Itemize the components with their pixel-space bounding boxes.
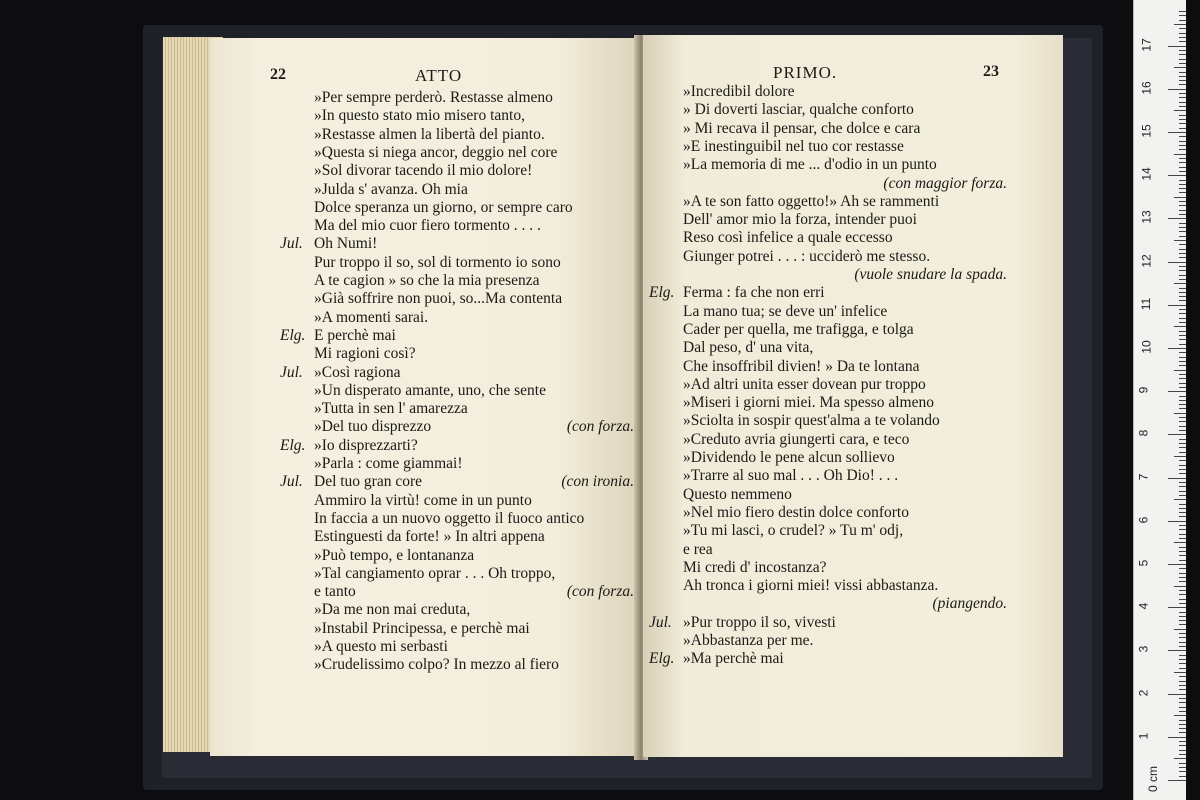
- verse-line: »Del tuo disprezzo: [314, 418, 432, 436]
- ruler-tick: [1179, 473, 1186, 474]
- ruler-tick: [1179, 443, 1186, 444]
- ruler-tick: [1179, 365, 1186, 366]
- verse-line: »Instabil Principessa, e perchè mai: [314, 619, 530, 637]
- verse-line: »Pur troppo il so, vivesti: [683, 613, 836, 631]
- ruler-tick: [1179, 421, 1186, 422]
- ruler-tick: [1179, 162, 1186, 163]
- ruler-tick: [1179, 646, 1186, 647]
- verse-line: A te cagion » so che la mia presenza: [314, 272, 540, 289]
- verse-line: e tanto: [314, 583, 356, 601]
- ruler-tick: [1179, 642, 1186, 643]
- verse-line: Questo nemmeno: [683, 485, 792, 503]
- ruler-tick: [1179, 771, 1186, 772]
- ruler-tick: [1179, 184, 1186, 185]
- ruler-tick: [1179, 201, 1186, 202]
- ruler-tick: [1179, 495, 1186, 496]
- ruler-tick: [1179, 331, 1186, 332]
- ruler-tick: [1179, 417, 1186, 418]
- ruler-tick: [1179, 149, 1186, 150]
- ruler-tick: [1179, 119, 1186, 120]
- verse-line: »Ad altri unita esser dovean pur troppo: [683, 375, 926, 393]
- ruler-tick: [1179, 707, 1186, 708]
- verse-line: Ma del mio cuor fiero tormento . . . .: [314, 217, 541, 235]
- right-page: [643, 35, 1063, 757]
- ruler-label: 0 cm: [1146, 765, 1161, 793]
- ruler-tick: [1179, 599, 1186, 600]
- ruler-tick: [1179, 309, 1186, 310]
- ruler-tick: [1179, 663, 1186, 664]
- ruler-tick: [1179, 93, 1186, 94]
- ruler-tick: [1179, 383, 1186, 384]
- ruler-tick: [1179, 313, 1186, 314]
- verse-line: »In questo stato mio misero tanto,: [314, 107, 525, 125]
- ruler-tick: [1179, 426, 1186, 427]
- verse-line: »La memoria di me ... d'odio in un punto: [683, 156, 937, 174]
- ruler-tick: [1179, 97, 1186, 98]
- ruler-tick: [1179, 581, 1186, 582]
- ruler-tick: [1179, 720, 1186, 721]
- verse-line: »Restasse almen la libertà del pianto.: [314, 125, 545, 143]
- ruler-tick: [1179, 547, 1186, 548]
- ruler-tick: [1168, 521, 1186, 522]
- verse-line: Dolce speranza un giorno, or sempre caro: [314, 198, 573, 216]
- ruler-tick: [1179, 668, 1186, 669]
- ruler-tick: [1174, 24, 1186, 25]
- verse-line: »E inestinguibil nel tuo cor restasse: [683, 137, 904, 155]
- ruler-tick: [1168, 650, 1186, 651]
- verse-line: »Sciolta in sospir quest'alma a te volando: [683, 412, 940, 430]
- verse-line: Cader per quella, me trafigga, e tolga: [683, 320, 914, 338]
- measuring-ruler: [1133, 0, 1186, 800]
- verse-line: »Dividendo le pene alcun sollievo: [683, 449, 895, 466]
- ruler-tick: [1179, 188, 1186, 189]
- ruler-tick: [1179, 555, 1186, 556]
- ruler-tick: [1179, 538, 1186, 539]
- verse-line: » Mi recava il pensar, che dolce e cara: [683, 119, 921, 137]
- ruler-tick: [1168, 607, 1186, 608]
- ruler-label: 3: [1136, 646, 1151, 653]
- ruler-tick: [1179, 275, 1186, 276]
- ruler-tick: [1179, 728, 1186, 729]
- ruler-tick: [1179, 620, 1186, 621]
- ruler-tick: [1174, 110, 1186, 111]
- verse-line: »Nel mio fiero destin dolce conforto: [683, 503, 909, 521]
- ruler-tick: [1179, 659, 1186, 660]
- ruler-tick: [1179, 136, 1186, 137]
- ruler-tick: [1179, 745, 1186, 746]
- verse-line: »Tal cangiamento oprar . . . Oh troppo,: [314, 564, 556, 582]
- ruler-tick: [1179, 612, 1186, 613]
- ruler-tick: [1179, 249, 1186, 250]
- ruler-tick: [1179, 15, 1186, 16]
- ruler-tick: [1174, 240, 1186, 241]
- ruler-tick: [1179, 76, 1186, 77]
- verse-line: »Crudelissimo colpo? In mezzo al fiero: [314, 656, 559, 674]
- verse-line: »Abbastanza per me.: [683, 632, 814, 649]
- ruler-tick: [1179, 508, 1186, 509]
- verse-line: »Incredibil dolore: [683, 83, 795, 100]
- ruler-tick: [1179, 205, 1186, 206]
- ruler-tick: [1179, 685, 1186, 686]
- ruler-tick: [1179, 482, 1186, 483]
- ruler-tick: [1179, 698, 1186, 699]
- ruler-tick: [1179, 214, 1186, 215]
- verse-line: e rea: [683, 540, 713, 558]
- stage-direction: (con ironia.: [561, 473, 634, 491]
- verse-line: »A momenti sarai.: [314, 308, 429, 326]
- ruler-label: 1: [1136, 732, 1151, 740]
- ruler-tick: [1179, 603, 1186, 604]
- right-page-number: 23: [983, 63, 999, 80]
- ruler-tick: [1179, 447, 1186, 448]
- stage-direction: (con maggior forza.: [883, 174, 1007, 192]
- ruler-tick: [1179, 50, 1186, 51]
- verse-line: E perchè mai: [314, 326, 396, 344]
- ruler-tick: [1174, 672, 1186, 673]
- ruler-tick: [1174, 586, 1186, 587]
- ruler-tick: [1174, 283, 1186, 284]
- speaker-label: Elg.: [280, 436, 306, 454]
- speaker-label: Jul.: [280, 363, 303, 381]
- verse-line: Estinguesti da forte! » In altri appena: [314, 528, 545, 546]
- ruler-tick: [1179, 84, 1186, 85]
- ruler-tick: [1179, 711, 1186, 712]
- ruler-tick: [1179, 676, 1186, 677]
- verse-line: »Può tempo, e lontananza: [314, 546, 475, 564]
- ruler-tick: [1179, 767, 1186, 768]
- verse-line: Ah tronca i giorni miei! vissi abbastanza.: [683, 577, 939, 595]
- ruler-tick: [1179, 72, 1186, 73]
- ruler-tick: [1179, 469, 1186, 470]
- ruler-tick: [1179, 102, 1186, 103]
- ruler-label: 13: [1139, 210, 1154, 225]
- verse-line: »Tu mi lasci, o crudel? » Tu m' odj,: [683, 522, 904, 540]
- stage-direction: (con forza.: [566, 418, 634, 436]
- ruler-label: 8: [1136, 430, 1151, 437]
- ruler-tick: [1179, 63, 1186, 64]
- ruler-tick: [1168, 780, 1186, 781]
- ruler-tick: [1168, 262, 1186, 263]
- ruler-tick: [1179, 145, 1186, 146]
- ruler-tick: [1179, 141, 1186, 142]
- ruler-tick: [1168, 89, 1186, 90]
- verse-line: » Di doverti lasciar, qualche conforto: [683, 101, 914, 119]
- ruler-tick: [1179, 270, 1186, 271]
- ruler-label: 10: [1139, 340, 1154, 354]
- verse-line: »Ma perchè mai: [683, 650, 784, 668]
- ruler-tick: [1179, 702, 1186, 703]
- ruler-tick: [1174, 499, 1186, 500]
- ruler-tick: [1174, 67, 1186, 68]
- ruler-tick: [1168, 305, 1186, 306]
- ruler-label: 9: [1136, 386, 1151, 394]
- verse-line: »A te son fatto oggetto!» Ah se rammenti: [683, 192, 940, 210]
- ruler-tick: [1179, 491, 1186, 492]
- ruler-tick: [1179, 123, 1186, 124]
- ruler-tick: [1179, 512, 1186, 513]
- ruler-tick: [1168, 391, 1186, 392]
- ruler-tick: [1168, 694, 1186, 695]
- ruler-label: 4: [1136, 602, 1151, 610]
- left-page: [210, 38, 640, 756]
- verse-line: »Julda s' avanza. Oh mia: [314, 180, 468, 198]
- ruler-tick: [1179, 741, 1186, 742]
- ruler-tick: [1179, 750, 1186, 751]
- verse-line: »Miseri i giorni miei. Ma spesso almeno: [683, 394, 934, 412]
- verse-line: »Creduto avria giungerti cara, e teco: [683, 430, 910, 448]
- verse-line: In faccia a un nuovo oggetto il fuoco antico: [314, 509, 585, 527]
- ruler-tick: [1179, 465, 1186, 466]
- ruler-tick: [1179, 54, 1186, 55]
- verse-line: Giunger potrei . . . : ucciderò me stesso.: [683, 247, 931, 265]
- ruler-tick: [1179, 400, 1186, 401]
- ruler-tick: [1179, 28, 1186, 29]
- ruler-tick: [1179, 516, 1186, 517]
- speaker-label: Elg.: [649, 650, 675, 668]
- ruler-tick: [1168, 564, 1186, 565]
- stage-direction: (con forza.: [566, 583, 634, 601]
- speaker-label: Elg.: [280, 326, 306, 344]
- ruler-tick: [1179, 560, 1186, 561]
- verse-line: La mano tua; se deve un' infelice: [683, 302, 888, 320]
- ruler-tick: [1174, 326, 1186, 327]
- ruler-tick: [1179, 637, 1186, 638]
- ruler-tick: [1174, 456, 1186, 457]
- ruler-tick: [1179, 20, 1186, 21]
- ruler-tick: [1179, 724, 1186, 725]
- verse-line: Che insoffribil divien! » Da te lontana: [683, 357, 920, 375]
- ruler-tick: [1179, 80, 1186, 81]
- ruler-tick: [1179, 633, 1186, 634]
- ruler-tick: [1179, 231, 1186, 232]
- verse-line: »Tutta in sen l' amarezza: [314, 400, 468, 418]
- ruler-tick: [1174, 715, 1186, 716]
- ruler-tick: [1179, 180, 1186, 181]
- ruler-label: 15: [1139, 124, 1154, 138]
- verse-line: »Così ragiona: [314, 363, 401, 381]
- ruler-tick: [1179, 223, 1186, 224]
- ruler-tick: [1179, 244, 1186, 245]
- ruler-tick: [1179, 41, 1186, 42]
- ruler-tick: [1179, 616, 1186, 617]
- ruler-tick: [1168, 175, 1186, 176]
- ruler-tick: [1179, 11, 1186, 12]
- ruler-label: 11: [1139, 297, 1154, 311]
- ruler-tick: [1179, 318, 1186, 319]
- ruler-tick: [1174, 197, 1186, 198]
- ruler-tick: [1168, 434, 1186, 435]
- ruler-tick: [1179, 387, 1186, 388]
- ruler-tick: [1168, 737, 1186, 738]
- verse-line: Mi credi d' incostanza?: [683, 558, 827, 576]
- ruler-tick: [1179, 486, 1186, 487]
- ruler-tick: [1179, 655, 1186, 656]
- ruler-tick: [1179, 171, 1186, 172]
- speaker-label: Jul.: [649, 613, 672, 631]
- ruler-tick: [1168, 46, 1186, 47]
- ruler-tick: [1179, 288, 1186, 289]
- verse-line: Dal peso, d' una vita,: [683, 339, 814, 357]
- ruler-tick: [1179, 504, 1186, 505]
- ruler-tick: [1174, 154, 1186, 155]
- ruler-label: 5: [1136, 559, 1151, 567]
- ruler-tick: [1179, 344, 1186, 345]
- left-page-header: ATTO: [415, 66, 463, 85]
- ruler-tick: [1179, 378, 1186, 379]
- verse-line: Oh Numi!: [314, 235, 378, 253]
- ruler-tick: [1179, 279, 1186, 280]
- verse-line: Reso così infelice a quale eccesso: [683, 229, 893, 247]
- ruler-tick: [1179, 624, 1186, 625]
- ruler-tick: [1179, 776, 1186, 777]
- ruler-tick: [1179, 352, 1186, 353]
- ruler-tick: [1179, 568, 1186, 569]
- ruler-tick: [1179, 573, 1186, 574]
- verse-line: »Per sempre perderò. Restasse almeno: [314, 89, 553, 106]
- ruler-label: 16: [1139, 81, 1154, 95]
- ruler-tick: [1179, 292, 1186, 293]
- ruler-label: 2: [1136, 689, 1151, 696]
- ruler-tick: [1179, 460, 1186, 461]
- ruler-tick: [1179, 577, 1186, 578]
- ruler-tick: [1179, 430, 1186, 431]
- ruler-tick: [1179, 106, 1186, 107]
- ruler-label: 6: [1136, 516, 1151, 524]
- ruler-tick: [1174, 413, 1186, 414]
- verse-line: »Parla : come giammai!: [314, 455, 463, 472]
- verse-line: »Sol divorar tacendo il mio dolore!: [314, 162, 533, 180]
- ruler-label: 7: [1136, 473, 1151, 480]
- ruler-tick: [1179, 361, 1186, 362]
- ruler-tick: [1179, 59, 1186, 60]
- ruler-tick: [1179, 754, 1186, 755]
- ruler-tick: [1168, 132, 1186, 133]
- ruler-tick: [1179, 681, 1186, 682]
- ruler-tick: [1179, 115, 1186, 116]
- verse-line: Pur troppo il so, sol di tormento io sono: [314, 253, 561, 271]
- ruler-tick: [1179, 167, 1186, 168]
- verse-line: Mi ragioni così?: [314, 345, 416, 363]
- ruler-tick: [1179, 37, 1186, 38]
- speaker-label: Elg.: [649, 284, 675, 302]
- verse-line: »Un disperato amante, uno, che sente: [314, 381, 546, 399]
- ruler-tick: [1179, 594, 1186, 595]
- ruler-tick: [1168, 218, 1186, 219]
- ruler-label: 14: [1139, 167, 1154, 181]
- ruler-tick: [1179, 551, 1186, 552]
- ruler-tick: [1179, 452, 1186, 453]
- ruler-tick: [1179, 439, 1186, 440]
- ruler-tick: [1179, 534, 1186, 535]
- ruler-tick: [1179, 210, 1186, 211]
- ruler-tick: [1179, 253, 1186, 254]
- ruler-tick: [1179, 158, 1186, 159]
- ruler-tick: [1179, 763, 1186, 764]
- ruler-tick: [1174, 629, 1186, 630]
- ruler-tick: [1179, 374, 1186, 375]
- ruler-tick: [1179, 300, 1186, 301]
- verse-line: Ammiro la virtù! come in un punto: [314, 491, 532, 509]
- ruler-label: 12: [1139, 253, 1154, 268]
- ruler-tick: [1179, 128, 1186, 129]
- ruler-tick: [1179, 404, 1186, 405]
- ruler-tick: [1179, 192, 1186, 193]
- ruler-tick: [1179, 339, 1186, 340]
- speaker-label: Jul.: [280, 473, 303, 491]
- ruler-tick: [1179, 257, 1186, 258]
- ruler-tick: [1174, 758, 1186, 759]
- verse-line: »Da me non mai creduta,: [314, 601, 471, 619]
- ruler-tick: [1168, 348, 1186, 349]
- verse-line: »Già soffrire non puoi, so...Ma contenta: [314, 290, 563, 308]
- ruler-tick: [1179, 227, 1186, 228]
- right-page-header: PRIMO.: [773, 63, 838, 82]
- ruler-tick: [1174, 542, 1186, 543]
- ruler-tick: [1179, 529, 1186, 530]
- ruler-tick: [1179, 590, 1186, 591]
- verse-line: Ferma : fa che non erri: [683, 284, 825, 302]
- speaker-label: Jul.: [280, 235, 303, 253]
- ruler-tick: [1179, 357, 1186, 358]
- verse-line: »A questo mi serbasti: [314, 638, 448, 655]
- ruler-tick: [1179, 689, 1186, 690]
- ruler-tick: [1174, 370, 1186, 371]
- ruler-tick: [1179, 525, 1186, 526]
- ruler-tick: [1179, 732, 1186, 733]
- verse-line: »Questa si niega ancor, deggio nel core: [314, 143, 558, 161]
- stage-direction: (piangendo.: [932, 595, 1007, 613]
- ruler-tick: [1179, 335, 1186, 336]
- ruler-tick: [1179, 266, 1186, 267]
- ruler-tick: [1179, 236, 1186, 237]
- ruler-tick: [1179, 396, 1186, 397]
- ruler-tick: [1179, 408, 1186, 409]
- ruler-tick: [1168, 478, 1186, 479]
- verse-line: Del tuo gran core: [314, 473, 423, 491]
- ruler-tick: [1179, 296, 1186, 297]
- stage-direction: (vuole snudare la spada.: [854, 266, 1007, 283]
- verse-line: »Io disprezzarti?: [314, 436, 418, 454]
- ruler-tick: [1179, 33, 1186, 34]
- ruler-label: 17: [1139, 37, 1154, 52]
- left-page-number: 22: [270, 66, 286, 83]
- verse-line: Dell' amor mio la forza, intender puoi: [683, 211, 917, 229]
- verse-line: »Trarre al suo mal . . . Oh Dio! . . .: [683, 467, 899, 485]
- ruler-tick: [1179, 322, 1186, 323]
